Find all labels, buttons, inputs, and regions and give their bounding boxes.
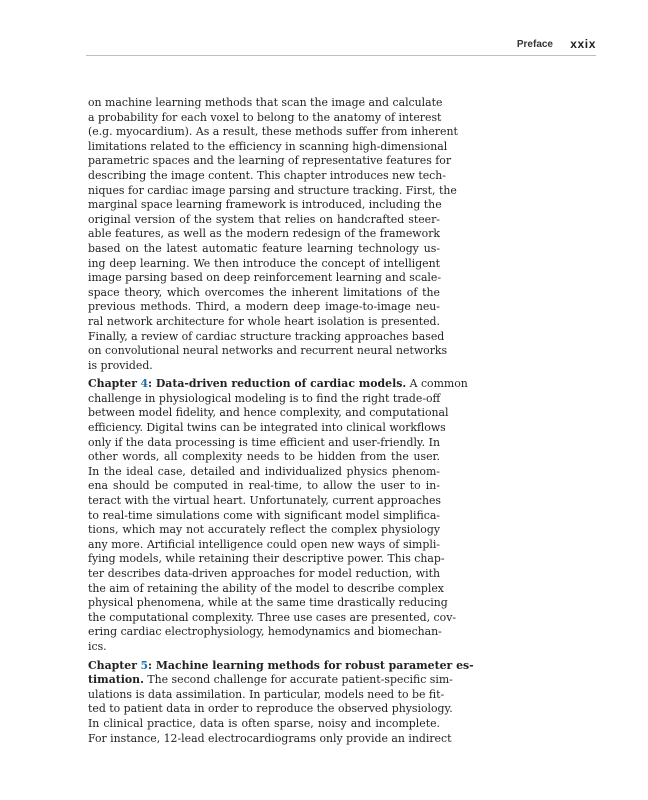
paragraph-chapter-5 [88, 658, 474, 747]
text-line: In the ideal case, detailed and individualized physics phenom- [88, 464, 440, 478]
text-line: other words, all complexity needs to be hidden from the user. [88, 450, 440, 464]
text-line: on convolutional neural networks and recurrent neural networks [88, 344, 448, 358]
running-header [86, 37, 596, 57]
text-line: ulations is data assimilation. In particular, models need to be fit- [88, 687, 445, 701]
section-title: Preface [516, 39, 553, 50]
text-line: original version of the system that relies on handcrafted steer- [88, 212, 440, 226]
text-line: fying models, while retaining their descriptive power. This chap- [88, 552, 445, 566]
text-line: ted to patient data in order to reproduce the observed physiology. [88, 702, 453, 716]
text-line: tions, which may not accurately reflect the complex physiology [88, 523, 440, 537]
text-line: ing deep learning. We then introduce the concept of intelligent [88, 256, 440, 270]
text-line: ter describes data-driven approaches for model reduction, with [88, 567, 440, 580]
chapter-4-link[interactable]: 4 [140, 377, 149, 391]
text-line: teract with the virtual heart. Unfortunately, current approaches [88, 494, 442, 508]
text-line: a probability for each voxel to belong to the anatomy of interest [88, 110, 442, 124]
text-line: challenge in physiological modeling is to find the right trade-off [88, 391, 441, 405]
chapter-5-link[interactable]: 5 [140, 658, 149, 672]
chapter-heading-line-2 [88, 673, 453, 688]
text-line: the aim of retaining the ability of the model to describe complex [88, 581, 444, 595]
text-line: marginal space learning framework is introduced, including the [88, 198, 442, 212]
text-run: A common [406, 377, 468, 391]
text-line: able features, as well as the modern redesign of the framework [88, 227, 440, 241]
text-run: The second challenge for accurate patient-specific sim- [143, 673, 453, 687]
text-line: based on the latest automatic feature learning technology us- [88, 241, 440, 255]
text-line: efficiency. Digital twins can be integrated into clinical workflows [88, 421, 446, 435]
text-line: previous methods. Third, a modern deep image-to-image neu- [88, 300, 440, 314]
chapter-heading-line [88, 658, 474, 674]
text-line: is provided. [88, 358, 153, 372]
paragraph-chapter-4 [88, 377, 468, 654]
text-line: physical phenomena, while at the same time drastically reducing [88, 596, 448, 610]
page-number: xxix [570, 37, 596, 51]
text-line: only if the data processing is time efficient and user-friendly. In [88, 435, 440, 449]
text-line: ena should be computed in real-time, to allow the user to in- [88, 479, 440, 493]
chapter-title: : Machine learning methods for robust parameter es- [148, 658, 474, 672]
text-line: to real-time simulations come with significant model simplifica- [88, 508, 440, 522]
text-line: describing the image content. This chapter introduces new tech- [88, 168, 446, 182]
text-line: ering cardiac electrophysiology, hemodynamics and biomechan- [88, 625, 442, 639]
paragraph-intro [88, 96, 458, 373]
text-line: image parsing based on deep reinforcement learning and scale- [88, 271, 442, 285]
text-line: any more. Artificial intelligence could open new ways of simpli- [88, 537, 440, 551]
text-line: on machine learning methods that scan the image and calculate [88, 96, 443, 109]
chapter-title: : Data-driven reduction of cardiac models. [148, 377, 407, 391]
text-line: ics. [88, 639, 107, 653]
text-line: parametric spaces and the learning of representative features for [88, 154, 452, 168]
chapter-word: Chapter [88, 377, 137, 391]
text-line: between model fidelity, and hence complexity, and computational [88, 406, 449, 420]
header-rule [86, 55, 596, 56]
text-line: space theory, which overcomes the inherent limitations of the [88, 285, 440, 299]
chapter-word: Chapter [88, 658, 137, 672]
body-text [88, 96, 474, 746]
text-line: ral network architecture for whole heart isolation is presented. [88, 314, 440, 328]
text-line: the computational complexity. Three use cases are presented, cov- [88, 610, 457, 624]
text-line: niques for cardiac image parsing and structure tracking. First, the [88, 183, 457, 197]
text-line: Finally, a review of cardiac structure tracking approaches based [88, 329, 445, 343]
text-line: For instance, 12-lead electrocardiograms only provide an indirect [88, 731, 452, 745]
chapter-heading-line [88, 377, 468, 392]
text-line: (e.g. myocardium). As a result, these methods suffer from inherent [88, 125, 458, 139]
chapter-title-continued: timation. [88, 673, 144, 687]
text-line: limitations related to the efficiency in scanning high-dimensional [88, 139, 448, 153]
text-line: In clinical practice, data is often sparse, noisy and incomplete. [88, 716, 440, 730]
